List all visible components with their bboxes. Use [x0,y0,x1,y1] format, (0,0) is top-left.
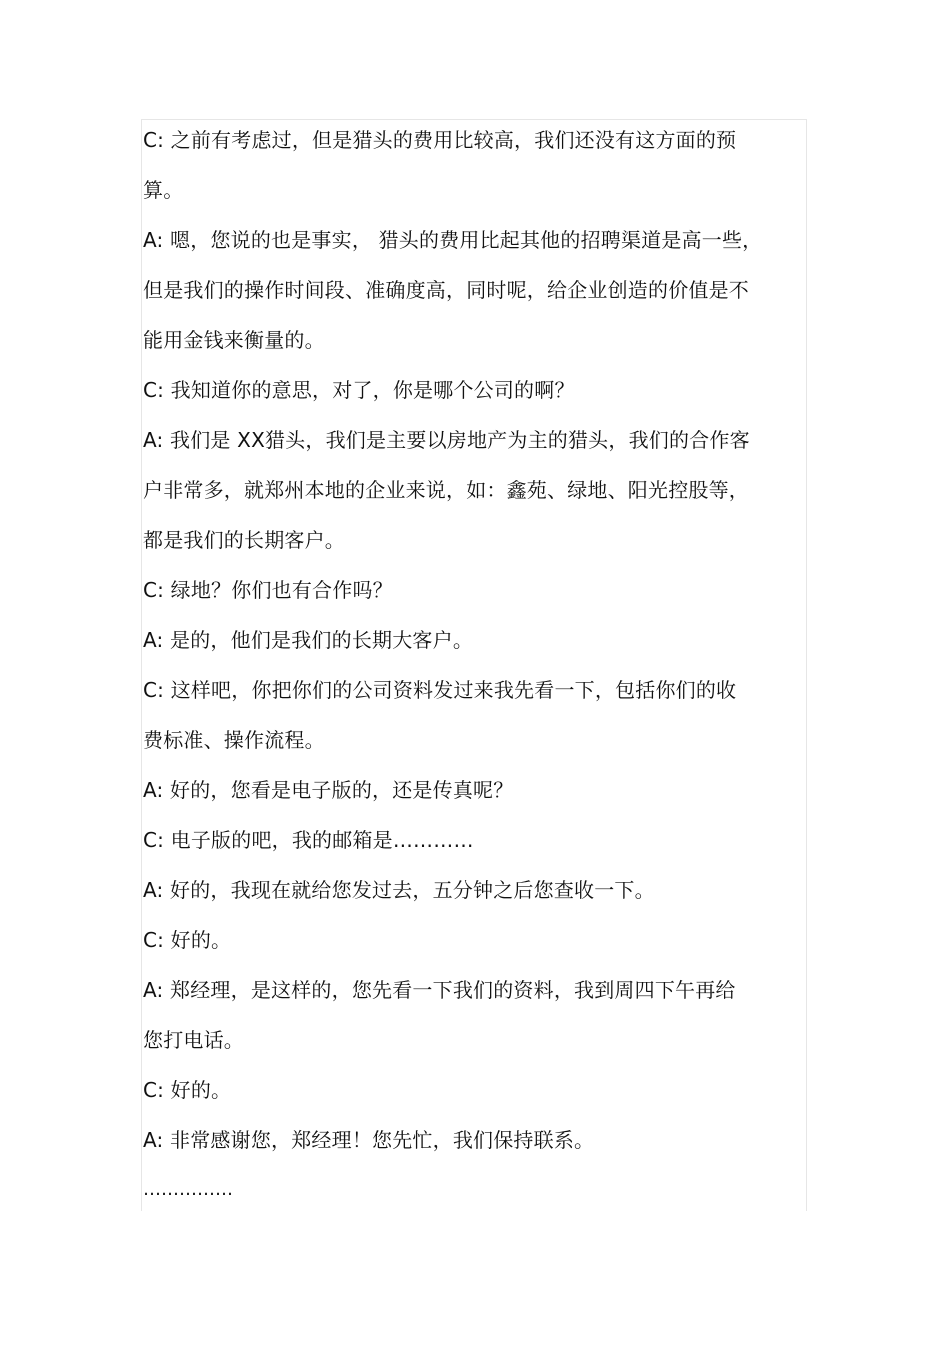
text-line: 都是我们的长期客户。 [143,528,345,552]
text-line: C: 好的。 [143,1078,232,1102]
text-line: 算。 [143,178,184,202]
text-line: C: 绿地？你们也有合作吗？ [143,578,393,602]
text-line: C: 好的。 [143,928,232,952]
text-line: C: 这样吧，你把你们的公司资料发过来我先看一下，包括你们的收 [143,678,737,702]
text-line: 您打电话。 [143,1028,244,1052]
text-line: A: 非常感谢您，郑经理！您先忙，我们保持联系。 [143,1128,595,1152]
text-line: A: 好的，您看是电子版的，还是传真呢？ [143,778,514,802]
dialogue-text [143,115,793,1215]
text-line: C: 电子版的吧，我的邮箱是………… [143,828,474,852]
text-line: 户非常多，就郑州本地的企业来说，如：鑫苑、绿地、阳光控股等， [143,478,749,502]
text-line: 费标准、操作流程。 [143,728,325,752]
text-line: 能用金钱来衡量的。 [143,328,325,352]
text-line: 但是我们的操作时间段、准确度高，同时呢，给企业创造的价值是不 [143,278,749,302]
text-line: C: 我知道你的意思，对了，你是哪个公司的啊？ [143,378,575,402]
text-line: C: 之前有考虑过，但是猎头的费用比较高，我们还没有这方面的预 [143,128,737,152]
ellipsis-line: …………… [143,1179,233,1200]
text-line: A: 嗯，您说的也是事实， 猎头的费用比起其他的招聘渠道是高一些， [143,228,763,252]
text-line: A: 郑经理，是这样的，您先看一下我们的资料，我到周四下午再给 [143,978,736,1002]
text-line: A: 我们是 XX猎头，我们是主要以房地产为主的猎头，我们的合作客 [143,428,750,452]
text-line: A: 好的，我现在就给您发过去，五分钟之后您查收一下。 [143,878,655,902]
text-line: A: 是的，他们是我们的长期大客户。 [143,628,474,652]
